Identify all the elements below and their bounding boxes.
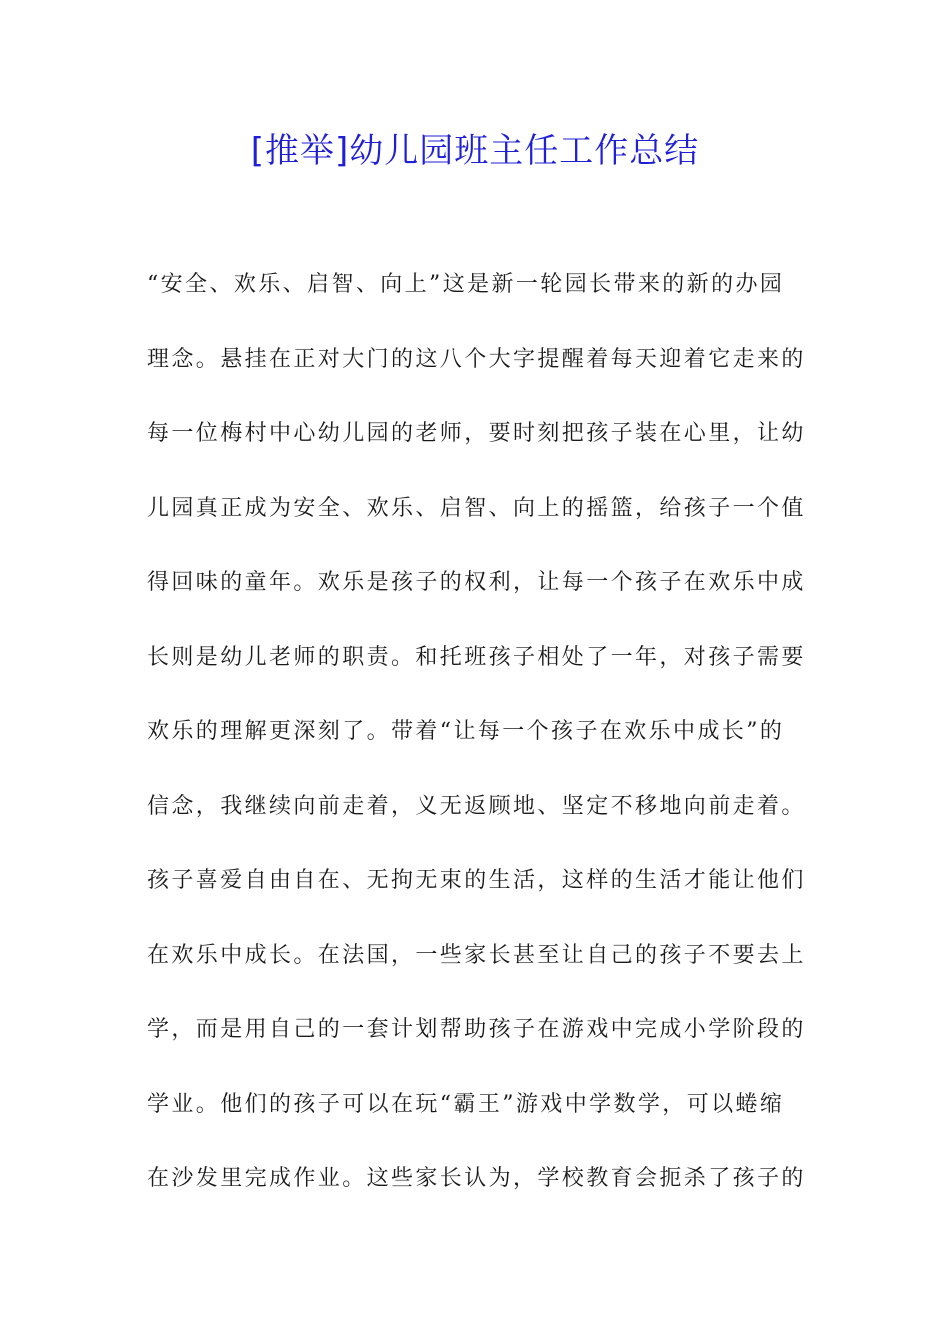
body-line: 孩子喜爱自由自在、无拘无束的生活，这样的生活才能让他们: [147, 868, 806, 893]
body-line: 在沙发里完成作业。这些家长认为，学校教育会扼杀了孩子的: [147, 1166, 806, 1191]
document-title: [推举]幼儿园班主任工作总结: [250, 131, 700, 171]
body-line: 在欢乐中成长。在法国，一些家长甚至让自己的孩子不要去上: [147, 942, 806, 968]
body-line: 每一位梅村中心幼儿园的老师，要时刻把孩子装在心里，让幼: [147, 421, 806, 446]
body-line: 儿园真正成为安全、欢乐、启智、向上的摇篮，给孩子一个值: [147, 495, 806, 521]
body-line: 学业。他们的孩子可以在玩“霸王”游戏中学数学，可以蜷缩: [147, 1091, 785, 1117]
body-line: 长则是幼儿老师的职责。和托班孩子相处了一年，对孩子需要: [147, 644, 806, 670]
body-line: 得回味的童年。欢乐是孩子的权利，让每一个孩子在欢乐中成: [147, 570, 806, 595]
body-line: 学，而是用自己的一套计划帮助孩子在游戏中完成小学阶段的: [147, 1017, 806, 1042]
body-line: “安全、欢乐、启智、向上”这是新一轮园长带来的新的办园: [147, 272, 785, 297]
body-line: 理念。悬挂在正对大门的这八个大字提醒着每天迎着它走来的: [147, 346, 806, 372]
body-line: 信念，我继续向前走着，义无返顾地、坚定不移地向前走着。: [147, 793, 806, 819]
document-body: [147, 265, 807, 1234]
body-line: 欢乐的理解更深刻了。带着“让每一个孩子在欢乐中成长”的: [147, 719, 785, 744]
